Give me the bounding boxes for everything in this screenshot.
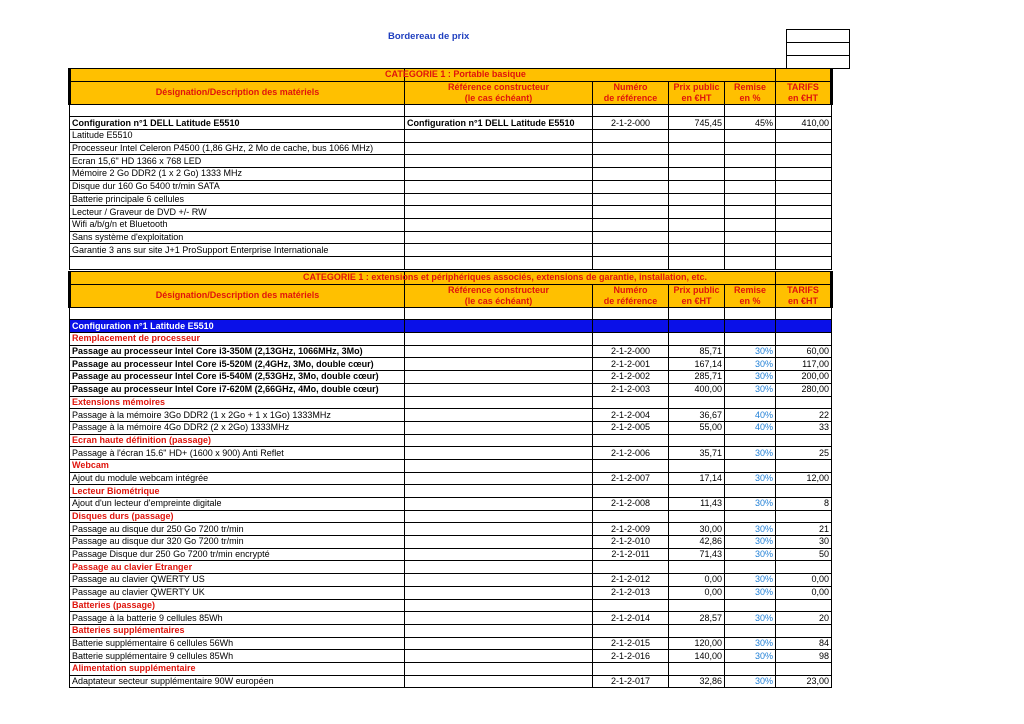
item-tarif[interactable]: 33 — [776, 421, 832, 434]
item-numero[interactable]: 2-1-2-007 — [593, 472, 669, 485]
item-designation[interactable]: Passage Disque dur 250 Go 7200 tr/min encrypté — [70, 548, 405, 561]
spec-row[interactable] — [70, 206, 832, 219]
item-prix[interactable]: 42,86 — [669, 536, 725, 549]
table-row[interactable] — [70, 586, 832, 599]
item-tarif[interactable]: 25 — [776, 447, 832, 460]
item-numero[interactable]: 2-1-2-002 — [593, 371, 669, 384]
item-remise[interactable]: 40% — [725, 421, 776, 434]
item-designation[interactable]: Adaptateur secteur supplémentaire 90W européen — [70, 675, 405, 688]
side-box — [786, 29, 850, 69]
section-heading: Batteries (passage) — [70, 599, 405, 612]
item-tarif[interactable]: 21 — [776, 523, 832, 536]
spec-text[interactable]: Batterie principale 6 cellules — [70, 193, 405, 206]
blank-row — [70, 256, 832, 269]
section-heading: Passage au clavier Etranger — [70, 561, 405, 574]
blank-row — [70, 307, 832, 320]
item-remise[interactable]: 30% — [725, 637, 776, 650]
item-designation[interactable]: Batterie supplémentaire 9 cellules 85Wh — [70, 650, 405, 663]
table-row[interactable] — [70, 548, 832, 561]
spec-row[interactable] — [70, 180, 832, 193]
item-remise[interactable]: 40% — [725, 409, 776, 422]
item-prix[interactable]: 0,00 — [669, 574, 725, 587]
category2-label: CATEGORIE 1 : extensions et périphériques associés, extensions de garantie, installation, etc. — [405, 272, 776, 285]
table-row[interactable] — [70, 612, 832, 625]
table-row[interactable] — [70, 421, 832, 434]
table-row[interactable] — [70, 675, 832, 688]
item-tarif[interactable]: 0,00 — [776, 586, 832, 599]
section-heading-row — [70, 561, 832, 574]
spec-text[interactable]: Lecteur / Graveur de DVD +/- RW — [70, 206, 405, 219]
column-header-row — [70, 284, 832, 307]
item-designation[interactable]: Passage au clavier QWERTY UK — [70, 586, 405, 599]
item-designation[interactable]: Passage au processeur Intel Core i7-620M (2,66GHz, 4Mo, double cœur) — [70, 383, 405, 396]
config-band — [70, 320, 832, 333]
table-row[interactable] — [70, 650, 832, 663]
item-tarif[interactable]: 23,00 — [776, 675, 832, 688]
column-header-row — [70, 81, 832, 104]
item-prix[interactable]: 85,71 — [669, 345, 725, 358]
page-title: Bordereau de prix — [388, 31, 470, 42]
item-prix[interactable]: 32,86 — [669, 675, 725, 688]
item-numero[interactable]: 2-1-2-013 — [593, 586, 669, 599]
item-remise[interactable]: 30% — [725, 358, 776, 371]
item-prix[interactable]: 167,14 — [669, 358, 725, 371]
section-heading-row — [70, 434, 832, 447]
table-row[interactable] — [70, 536, 832, 549]
spec-row[interactable] — [70, 168, 832, 181]
section-heading: Webcam — [70, 459, 405, 472]
table-row[interactable] — [70, 447, 832, 460]
section-heading-row — [70, 333, 832, 346]
item-remise[interactable]: 30% — [725, 472, 776, 485]
options-list — [70, 333, 832, 688]
col-prix: Prix public en €HT — [669, 284, 725, 307]
spec-row[interactable] — [70, 155, 832, 168]
item-designation[interactable]: Ajout d'un lecteur d'empreinte digitale — [70, 498, 405, 511]
item-remise[interactable]: 30% — [725, 371, 776, 384]
table-row[interactable] — [70, 371, 832, 384]
item-designation[interactable]: Passage au disque dur 320 Go 7200 tr/min — [70, 536, 405, 549]
col-reference: Référence constructeur (le cas échéant) — [405, 81, 593, 104]
item-prix[interactable]: 400,00 — [669, 383, 725, 396]
col-remise: Remise en % — [725, 284, 776, 307]
item-prix[interactable]: 0,00 — [669, 586, 725, 599]
item-remise[interactable]: 30% — [725, 447, 776, 460]
section-heading-row — [70, 662, 832, 675]
table-row[interactable] — [70, 472, 832, 485]
item-prix[interactable]: 17,14 — [669, 472, 725, 485]
item-prix[interactable]: 11,43 — [669, 498, 725, 511]
item-tarif[interactable]: 280,00 — [776, 383, 832, 396]
item-prix[interactable]: 140,00 — [669, 650, 725, 663]
item-designation[interactable]: Passage au disque dur 250 Go 7200 tr/min — [70, 523, 405, 536]
table-row[interactable] — [70, 358, 832, 371]
item-numero[interactable]: 2-1-2-017 — [593, 675, 669, 688]
item-designation[interactable]: Passage au clavier QWERTY US — [70, 574, 405, 587]
col-designation: Désignation/Description des matériels — [70, 284, 405, 307]
col-numero: Numéro de référence — [593, 284, 669, 307]
item-prix[interactable]: 71,43 — [669, 548, 725, 561]
item-designation[interactable]: Passage à l'écran 15.6" HD+ (1600 x 900) Anti Reflet — [70, 447, 405, 460]
item-tarif[interactable]: 20 — [776, 612, 832, 625]
item-numero[interactable]: 2-1-2-010 — [593, 536, 669, 549]
spec-text[interactable]: Sans système d'exploitation — [70, 231, 405, 244]
col-designation: Désignation/Description des matériels — [70, 81, 405, 104]
item-tarif[interactable]: 84 — [776, 637, 832, 650]
item-remise[interactable]: 30% — [725, 548, 776, 561]
blank-row — [70, 104, 832, 117]
side-box-cell[interactable] — [787, 43, 849, 56]
item-remise[interactable]: 30% — [725, 345, 776, 358]
item-remise[interactable]: 30% — [725, 574, 776, 587]
section-heading-row — [70, 599, 832, 612]
item-tarif[interactable]: 200,00 — [776, 371, 832, 384]
item-designation[interactable]: Passage au processeur Intel Core i3-350M (2,13GHz, 1066MHz, 3Mo) — [70, 345, 405, 358]
section-heading: Ecran haute définition (passage) — [70, 434, 405, 447]
table-row[interactable] — [70, 637, 832, 650]
spec-row[interactable] — [70, 130, 832, 143]
specs-list — [70, 130, 832, 257]
item-numero[interactable]: 2-1-2-001 — [593, 358, 669, 371]
item-numero[interactable]: 2-1-2-003 — [593, 383, 669, 396]
item-prix[interactable]: 35,71 — [669, 447, 725, 460]
item-remise[interactable]: 30% — [725, 498, 776, 511]
category1-label: CATEGORIE 1 : Portable basique — [405, 69, 776, 82]
section-heading: Lecteur Biométrique — [70, 485, 405, 498]
item-numero[interactable]: 2-1-2-009 — [593, 523, 669, 536]
item-designation[interactable]: Passage à la mémoire 3Go DDR2 (1 x 2Go + 1 x 1Go) 1333MHz — [70, 409, 405, 422]
item-tarif[interactable]: 12,00 — [776, 472, 832, 485]
section-heading: Extensions mémoires — [70, 396, 405, 409]
col-tarifs: TARIFS en €HT — [776, 81, 832, 104]
spec-text[interactable]: Disque dur 160 Go 5400 tr/min SATA — [70, 180, 405, 193]
section-heading-row — [70, 396, 832, 409]
spec-row[interactable] — [70, 193, 832, 206]
item-prix[interactable]: 120,00 — [669, 637, 725, 650]
section-heading-row — [70, 624, 832, 637]
item-prix[interactable]: 36,67 — [669, 409, 725, 422]
item-remise[interactable]: 30% — [725, 675, 776, 688]
item-tarif[interactable]: 50 — [776, 548, 832, 561]
item-numero[interactable]: 2-1-2-011 — [593, 548, 669, 561]
item-prix[interactable]: 30,00 — [669, 523, 725, 536]
category1-header-row — [70, 69, 832, 82]
col-prix: Prix public en €HT — [669, 81, 725, 104]
table-row[interactable] — [70, 383, 832, 396]
section-heading-row — [70, 510, 832, 523]
item-numero[interactable]: 2-1-2-012 — [593, 574, 669, 587]
item-tarif[interactable]: 60,00 — [776, 345, 832, 358]
col-tarifs: TARIFS en €HT — [776, 284, 832, 307]
side-box-cell[interactable] — [787, 30, 849, 43]
config-band-label: Configuration n°1 Latitude E5510 — [70, 320, 405, 333]
item-tarif[interactable]: 117,00 — [776, 358, 832, 371]
item-numero[interactable]: 2-1-2-004 — [593, 409, 669, 422]
item-designation[interactable]: Passage au processeur Intel Core i5-520M (2,4GHz, 3Mo, double cœur) — [70, 358, 405, 371]
item-numero[interactable]: 2-1-2-016 — [593, 650, 669, 663]
item-numero[interactable]: 2-1-2-006 — [593, 447, 669, 460]
category1-table — [68, 68, 833, 270]
item-numero[interactable]: 2-1-2-008 — [593, 498, 669, 511]
category2-header-row — [70, 272, 832, 285]
spec-text[interactable]: Wifi a/b/g/n et Bluetooth — [70, 218, 405, 231]
spec-text[interactable]: Latitude E5510 — [70, 130, 405, 143]
spec-row[interactable] — [70, 218, 832, 231]
col-numero: Numéro de référence — [593, 81, 669, 104]
item-remise[interactable]: 30% — [725, 523, 776, 536]
item-tarif[interactable]: 30 — [776, 536, 832, 549]
section-heading: Alimentation supplémentaire — [70, 662, 405, 675]
item-tarif[interactable]: 98 — [776, 650, 832, 663]
spec-row[interactable] — [70, 244, 832, 257]
item-numero[interactable]: 2-1-2-005 — [593, 421, 669, 434]
col-reference: Référence constructeur (le cas échéant) — [405, 284, 593, 307]
col-remise: Remise en % — [725, 81, 776, 104]
section-heading: Batteries supplémentaires — [70, 624, 405, 637]
item-designation[interactable]: Passage à la batterie 9 cellules 85Wh — [70, 612, 405, 625]
table-row[interactable] — [70, 498, 832, 511]
section-heading-row — [70, 485, 832, 498]
table-row[interactable] — [70, 523, 832, 536]
table-row[interactable] — [70, 574, 832, 587]
item-prix[interactable]: 285,71 — [669, 371, 725, 384]
config-row[interactable]: Configuration n°1 DELL Latitude E5510 Configuration n°1 DELL Latitude E5510 2-1-2-000 745,45 45% 410,00 — [70, 117, 832, 130]
item-designation[interactable]: Batterie supplémentaire 6 cellules 56Wh — [70, 637, 405, 650]
table-row[interactable] — [70, 345, 832, 358]
item-remise[interactable]: 30% — [725, 383, 776, 396]
section-heading: Disques durs (passage) — [70, 510, 405, 523]
item-numero[interactable]: 2-1-2-015 — [593, 637, 669, 650]
item-tarif[interactable]: 22 — [776, 409, 832, 422]
item-designation[interactable]: Passage au processeur Intel Core i5-540M (2,53GHz, 3Mo, double cœur) — [70, 371, 405, 384]
section-heading-row — [70, 459, 832, 472]
item-tarif[interactable]: 8 — [776, 498, 832, 511]
item-prix[interactable]: 55,00 — [669, 421, 725, 434]
item-remise[interactable]: 30% — [725, 612, 776, 625]
item-remise[interactable]: 30% — [725, 536, 776, 549]
item-remise[interactable]: 30% — [725, 586, 776, 599]
item-numero[interactable]: 2-1-2-014 — [593, 612, 669, 625]
spec-text[interactable]: Ecran 15,6" HD 1366 x 768 LED — [70, 155, 405, 168]
item-tarif[interactable]: 0,00 — [776, 574, 832, 587]
spec-text[interactable]: Processeur Intel Celeron P4500 (1,86 GHz, 2 Mo de cache, bus 1066 MHz) — [70, 142, 405, 155]
item-numero[interactable]: 2-1-2-000 — [593, 345, 669, 358]
section-heading: Remplacement de processeur — [70, 333, 405, 346]
item-designation[interactable]: Ajout du module webcam intégrée — [70, 472, 405, 485]
spec-text[interactable]: Garantie 3 ans sur site J+1 ProSupport Enterprise Internationale — [70, 244, 405, 257]
item-prix[interactable]: 28,57 — [669, 612, 725, 625]
side-box-cell[interactable] — [787, 56, 849, 68]
item-designation[interactable]: Passage à la mémoire 4Go DDR2 (2 x 2Go) 1333MHz — [70, 421, 405, 434]
item-remise[interactable]: 30% — [725, 650, 776, 663]
spec-text[interactable]: Mémoire 2 Go DDR2 (1 x 2 Go) 1333 MHz — [70, 168, 405, 181]
table-row[interactable] — [70, 409, 832, 422]
spec-row[interactable] — [70, 142, 832, 155]
category2-table — [68, 271, 833, 688]
spec-row[interactable] — [70, 231, 832, 244]
